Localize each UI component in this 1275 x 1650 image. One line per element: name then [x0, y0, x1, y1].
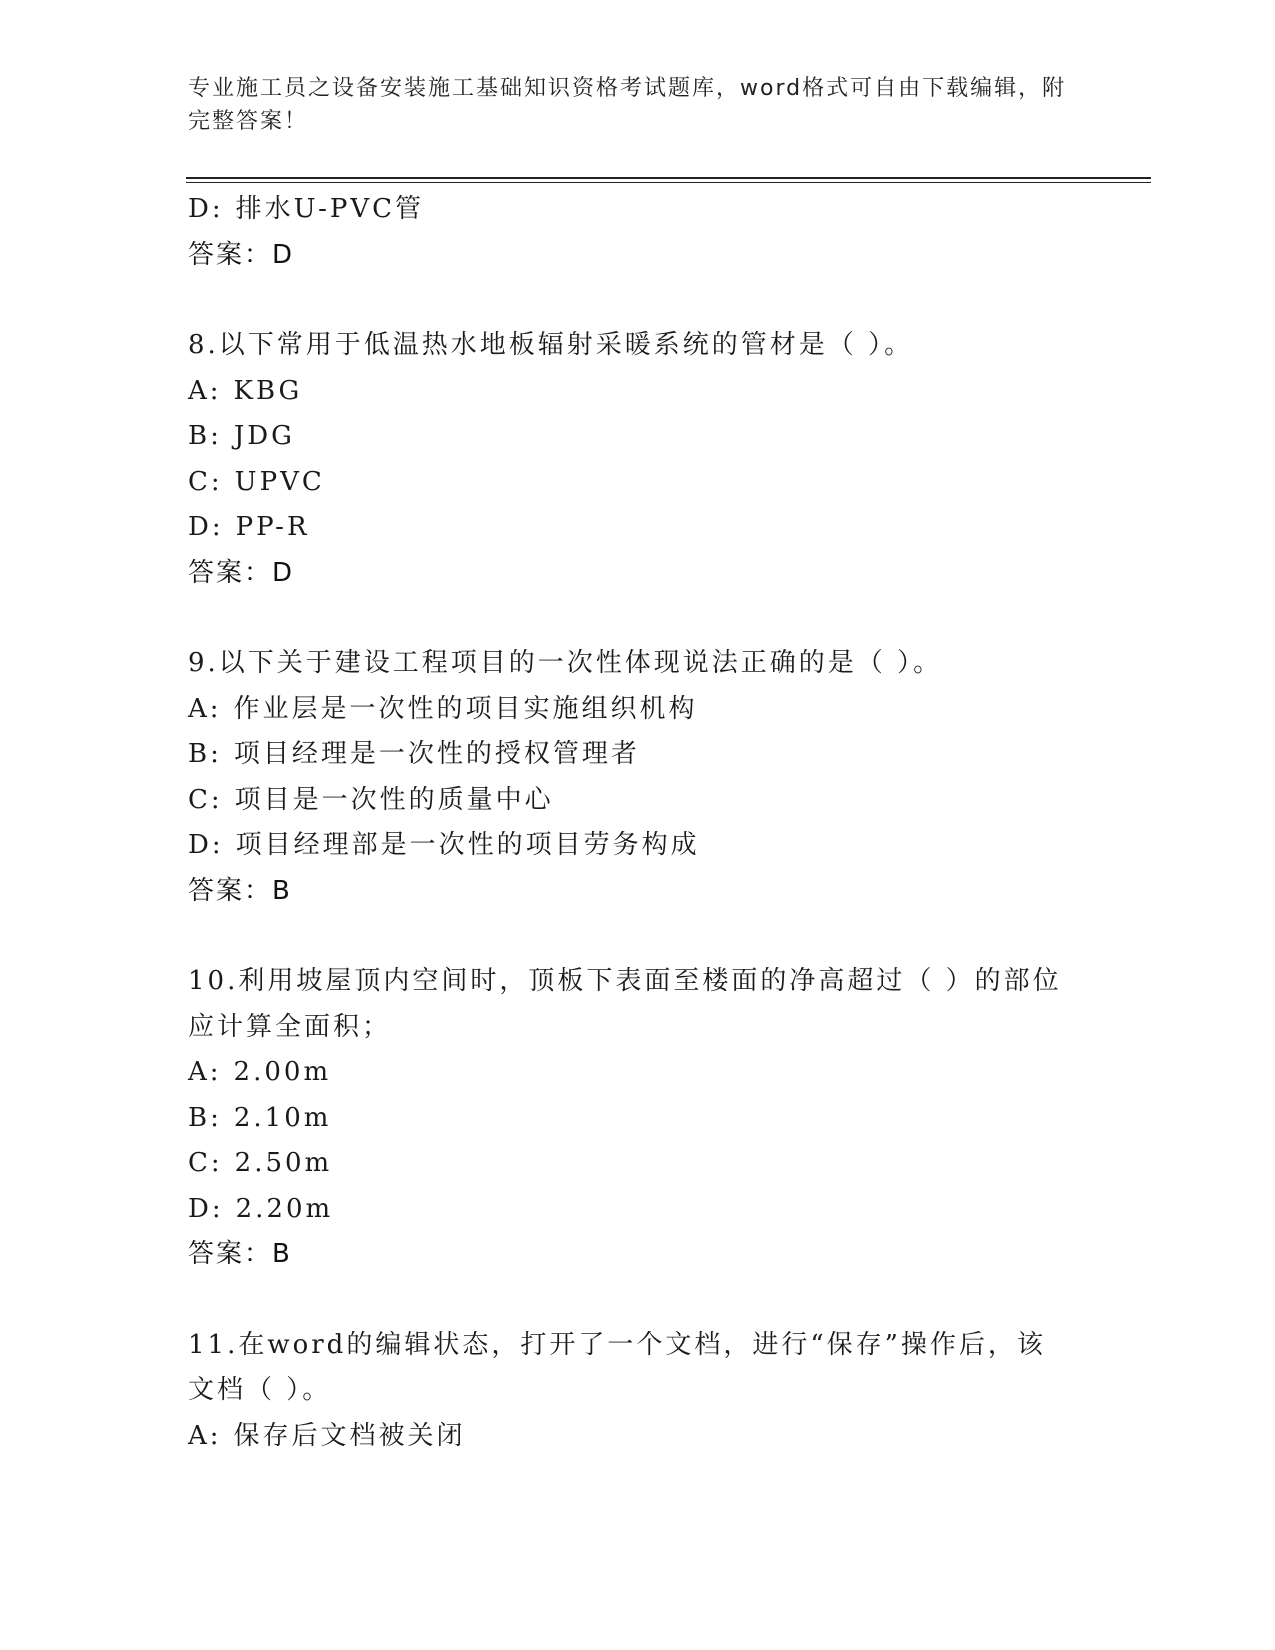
option-d: D: 2.20m: [188, 1193, 334, 1224]
page-header: [188, 72, 1068, 138]
answer: 答案：D: [188, 557, 295, 588]
header-rule-thick: [186, 177, 1151, 179]
option-a: A: 保存后文档被关闭: [188, 1420, 466, 1451]
question-10: [188, 959, 1068, 1278]
option-b: B: 2.10m: [188, 1102, 332, 1133]
answer: 答案：B: [188, 1239, 292, 1269]
header-text: 专业施工员之设备安装施工基础知识资格考试题库，word格式可自由下载编辑，附完整答案！: [188, 76, 1067, 134]
question-text: 10.利用坡屋顶内空间时，顶板下表面至楼面的净高超过（ ）的部位应计算全面积；: [188, 966, 1062, 1042]
option-b: B: JDG: [188, 421, 295, 451]
option-a: A: 作业层是一次性的项目实施组织机构: [188, 693, 698, 724]
option-d: D: 排水U-PVC管: [188, 194, 425, 224]
question-11: [188, 1323, 1068, 1460]
header-rule-thin: [186, 182, 1151, 183]
option-b: B: 项目经理是一次性的授权管理者: [188, 739, 640, 769]
option-c: C: UPVC: [188, 466, 325, 497]
question-text: 11.在word的编辑状态，打开了一个文档，进行“保存”操作后，该文档（ ）。: [188, 1329, 1046, 1405]
answer: 答案：B: [188, 875, 292, 906]
question-text: 8.以下常用于低温热水地板辐射采暖系统的管材是（ ）。: [188, 330, 914, 360]
option-d: D: PP-R: [188, 512, 310, 542]
question-8: [188, 323, 1068, 596]
answer: 答案：D: [188, 239, 295, 270]
option-c: C: 项目是一次性的质量中心: [188, 784, 554, 815]
option-a: A: KBG: [188, 375, 303, 406]
question-text: 9.以下关于建设工程项目的一次性体现说法正确的是（ ）。: [188, 648, 943, 678]
document-body: [188, 187, 1068, 1459]
question-9: [188, 641, 1068, 914]
option-a: A: 2.00m: [188, 1057, 332, 1087]
option-c: C: 2.50m: [188, 1148, 333, 1178]
option-d: D: 项目经理部是一次性的项目劳务构成: [188, 830, 700, 860]
question-7-tail: [188, 187, 1068, 278]
